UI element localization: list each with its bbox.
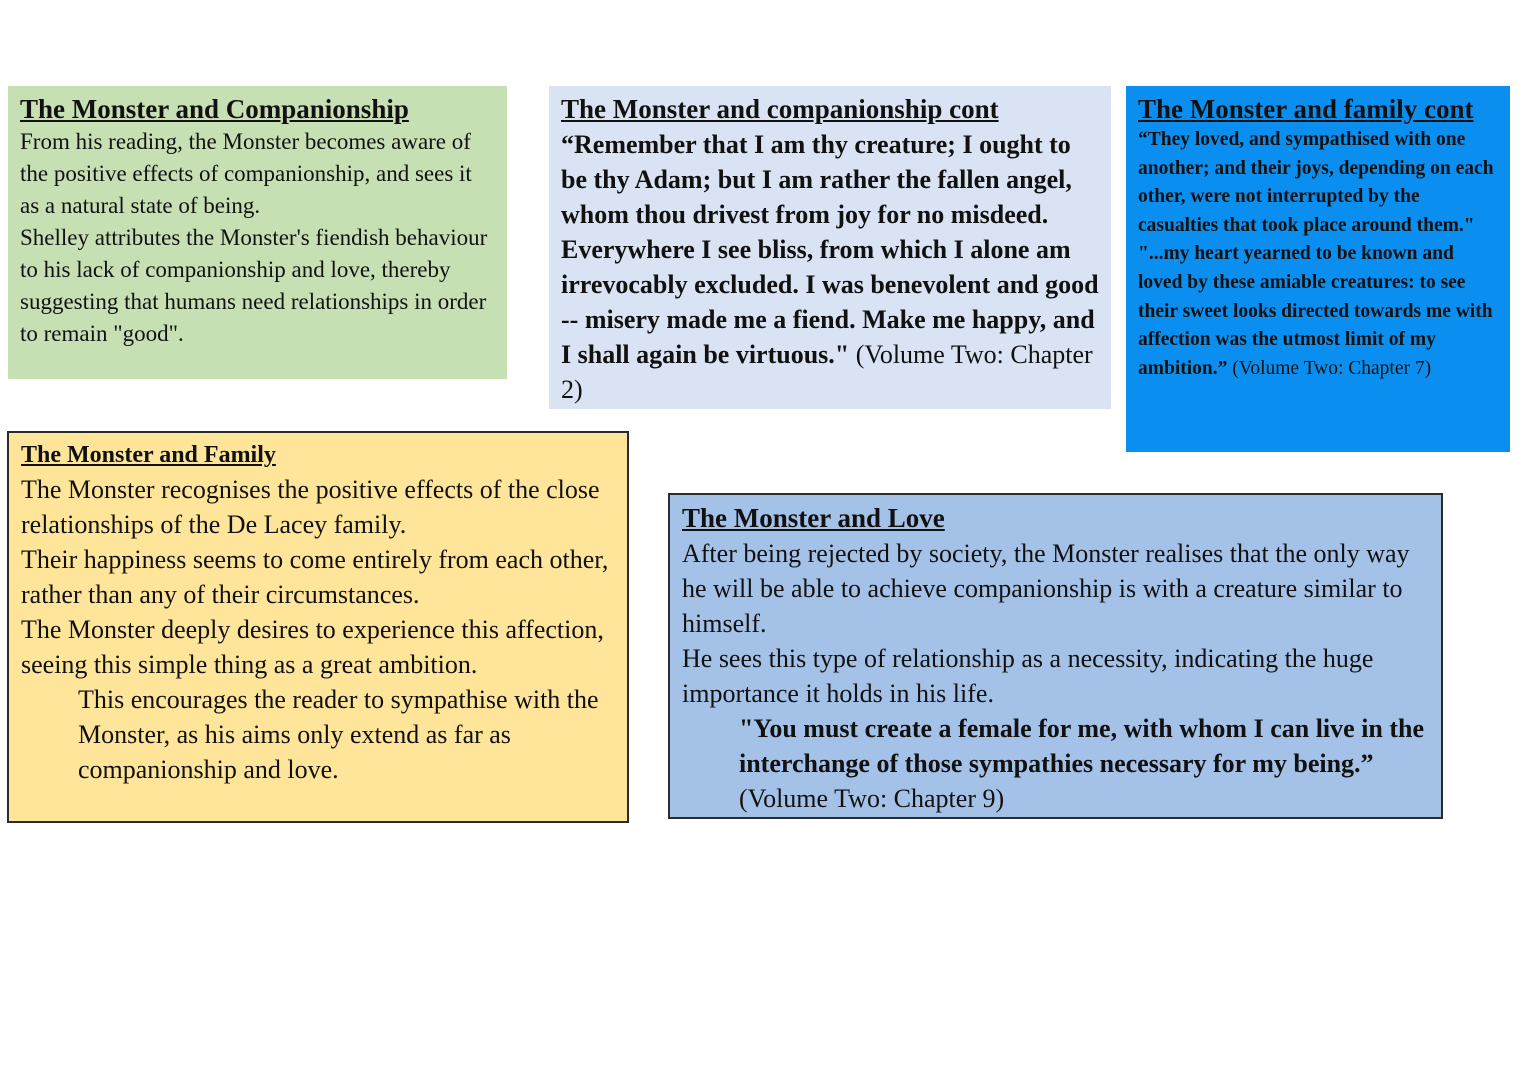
card-monster-family-cont <box>1126 86 1510 452</box>
card-quote: "You must create a female for me, with whom I can live in the interchange of those sympathies necessary for my being.” <box>739 714 1425 778</box>
card-title: The Monster and Companionship <box>20 94 409 124</box>
card-paragraph: From his reading, the Monster becomes aware of the positive effects of companionship, and sees it as a natural state of being. <box>20 129 472 218</box>
card-title: The Monster and family cont <box>1138 94 1474 124</box>
card-paragraph: The Monster deeply desires to experience this affection, seeing this simple thing as a great ambition. <box>21 615 604 679</box>
card-monster-companionship <box>8 86 507 379</box>
card-paragraph-indented: This encourages the reader to sympathise with the Monster, as his aims only extend as far as companionship and love. <box>78 685 599 784</box>
card-quote-block <box>561 127 1099 407</box>
card-citation: (Volume Two: Chapter 2) <box>561 340 1093 404</box>
card-paragraph: After being rejected by society, the Monster realises that the only way he will be able to achieve companionship is with a creature similar to himself. <box>682 539 1410 638</box>
card-quote: "...my heart yearned to be known and loved by these amiable creatures: to see their sweet looks directed towards me with affection was the utmost limit of my ambition.” <box>1138 243 1493 379</box>
card-monster-family <box>7 431 629 823</box>
card-title: The Monster and Family <box>21 442 276 468</box>
card-paragraph: The Monster recognises the positive effects of the close relationships of the De Lacey family. <box>21 475 600 539</box>
card-quote-block <box>682 711 1429 816</box>
card-paragraph: Their happiness seems to come entirely from each other, rather than any of their circumstances. <box>21 545 609 609</box>
card-paragraph: He sees this type of relationship as a necessity, indicating the huge importance it holds in his life. <box>682 644 1374 708</box>
card-citation: (Volume Two: Chapter 9) <box>739 784 1005 813</box>
card-quote-block <box>1138 240 1498 383</box>
card-monster-love <box>668 493 1443 819</box>
card-title: The Monster and companionship cont <box>561 94 999 124</box>
card-citation: (Volume Two: Chapter 7) <box>1232 357 1432 379</box>
card-title: The Monster and Love <box>682 503 945 533</box>
card-quote: “They loved, and sympathised with one another; and their joys, depending on each other, were not interrupted by the casualties that took place around them." <box>1138 129 1494 236</box>
card-quote: “Remember that I am thy creature; I ought to be thy Adam; but I am rather the fallen angel, whom thou drivest from joy for no misdeed. Everywhere I see bliss, from which I alone am irrevocably excluded. I was benevolent and good -- misery made me a fiend. Make me happy, and I shall again be virtuous." <box>561 130 1099 369</box>
card-monster-companionship-cont <box>549 86 1111 409</box>
card-paragraph: Shelley attributes the Monster's fiendish behaviour to his lack of companionship and love, thereby suggesting that humans need relationships in order to remain "good". <box>20 225 488 346</box>
